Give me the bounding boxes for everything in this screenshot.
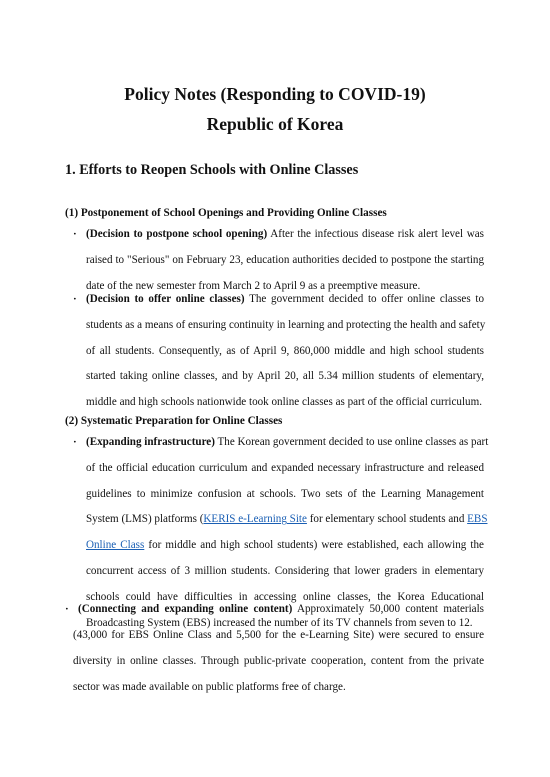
paragraph-lead: (Connecting and expanding online content): [78, 603, 293, 615]
paragraph-lead: (Expanding infrastructure): [86, 436, 215, 448]
paragraph-text: concurrent access of 3 million students. Considering that lower graders in elementary: [86, 564, 484, 577]
paragraph-text: Approximately 50,000 content materials: [292, 603, 484, 615]
paragraph-text: students as a means of ensuring continuity in learning and protecting the health and safety: [86, 318, 486, 331]
paragraph-text: for middle and high school students) were established, each allowing the: [144, 539, 484, 552]
subsection-heading: (1) Postponement of School Openings and Providing Online Classes: [65, 207, 387, 219]
paragraph-text: After the infectious disease risk alert level was: [267, 228, 484, 240]
section-heading: 1. Efforts to Reopen Schools with Online Classes: [65, 162, 359, 178]
paragraph-text: guidelines to minimize confusion at schools. Two sets of the Learning Management: [86, 487, 484, 500]
document-subtitle: Republic of Korea: [206, 114, 344, 134]
paragraph-text: System (LMS) platforms (: [86, 513, 204, 526]
subsection-heading: (2) Systematic Preparation for Online Classes: [65, 415, 283, 427]
paragraph-text: schools could have difficulties in accessing online classes, the Korea Educational: [86, 590, 484, 603]
paragraph-lead: (Decision to postpone school opening): [86, 228, 268, 240]
keris-link[interactable]: KERIS e-Learning Site: [203, 513, 307, 526]
ebs-online-class-link[interactable]: Online Class: [86, 539, 145, 552]
paragraph-text: middle and high schools nationwide took online classes as part of the official curriculum.: [86, 396, 482, 409]
paragraph: [86, 287, 484, 416]
ebs-link[interactable]: EBS: [467, 513, 488, 526]
paragraph-text: started taking online classes, and by April 20, all 5.34 million students of elementary,: [86, 370, 484, 383]
bullet-marker: ·: [65, 603, 69, 615]
paragraph-text: of all students. Consequently, as of April 9, 860,000 middle and high school students: [86, 344, 484, 357]
paragraph: [73, 623, 484, 700]
paragraph-text: for elementary school students and: [306, 513, 468, 526]
paragraph-text: diversity in online classes. Through public-private cooperation, content from the private: [73, 654, 484, 667]
bullet-marker: ·: [73, 436, 77, 448]
document-title: Policy Notes (Responding to COVID-19): [124, 84, 426, 104]
paragraph-text: Broadcasting System (EBS) increased the number of its TV channels from seven to 12.: [86, 616, 473, 629]
paragraph-text: date of the new semester from March 2 to April 9 as a preemptive measure.: [86, 279, 421, 292]
paragraph-text: sector was made available on public platforms free of charge.: [73, 680, 346, 693]
paragraph-text: (43,000 for EBS Online Class and 5,500 for the e-Learning Site) were secured to ensure: [73, 629, 484, 641]
paragraph-lead: (Decision to offer online classes): [86, 293, 245, 305]
bullet-marker: ·: [73, 228, 77, 240]
paragraph-text: The Korean government decided to use online classes as part: [214, 436, 489, 448]
paragraph-text: of the official education curriculum and expanded necessary infrastructure and released: [86, 461, 484, 474]
paragraph-text: The government decided to offer online classes to: [244, 293, 484, 305]
paragraph: [78, 597, 484, 623]
bullet-marker: ·: [73, 293, 77, 305]
paragraph-text: raised to "Serious" on February 23, education authorities decided to postpone the starting: [86, 253, 484, 266]
